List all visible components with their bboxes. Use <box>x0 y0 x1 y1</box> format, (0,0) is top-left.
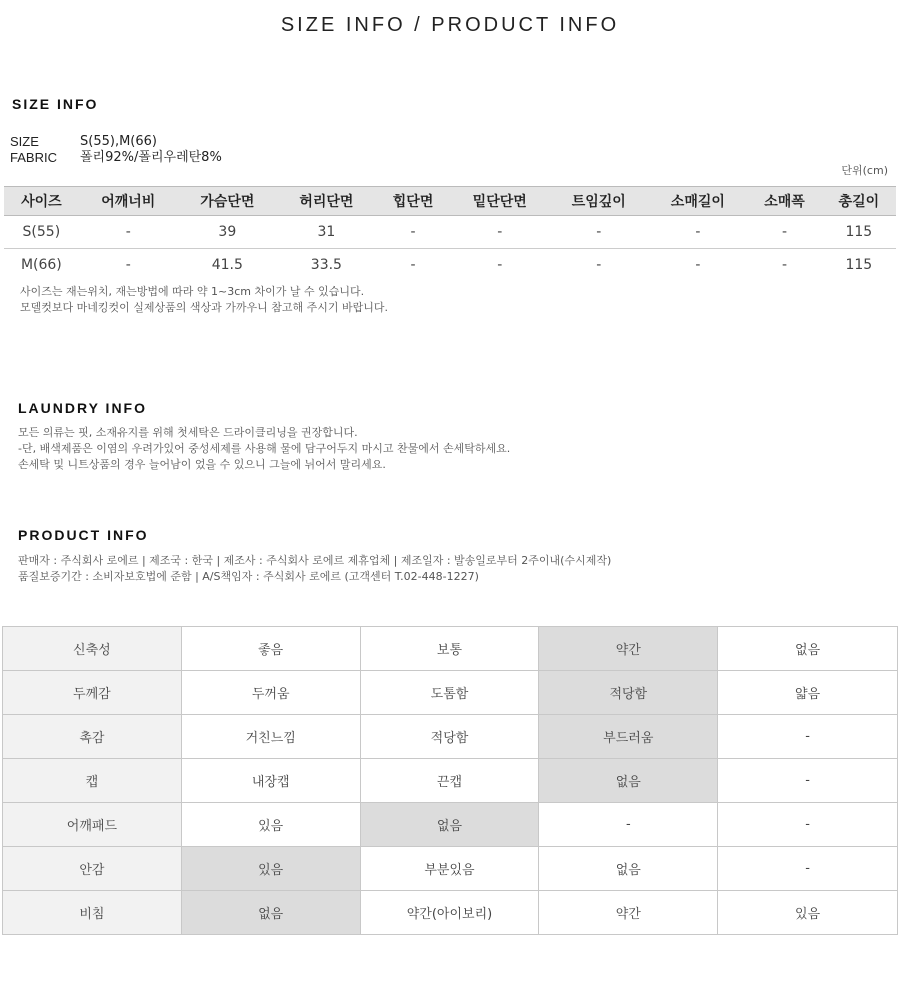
header-cell: 어깨너비 <box>79 187 178 216</box>
size-notes <box>20 284 388 316</box>
property-label: 안감 <box>3 847 182 891</box>
property-option: 없음 <box>718 627 898 671</box>
header-cell: 사이즈 <box>4 187 79 216</box>
property-label: 비침 <box>3 891 182 935</box>
header-cell: 허리단면 <box>277 187 376 216</box>
property-option: 좋음 <box>181 627 360 671</box>
property-row <box>3 715 898 759</box>
property-label: 촉감 <box>3 715 182 759</box>
table-cell: 115 <box>822 216 896 249</box>
fabric-label: FABRIC <box>10 150 57 165</box>
property-option: 끈캡 <box>360 759 539 803</box>
size-table <box>4 186 896 282</box>
laundry-line: 손세탁 및 니트상품의 경우 늘어남이 었을 수 있으니 그늘에 뉘어서 말리세요. <box>18 458 386 471</box>
table-row <box>4 216 896 249</box>
header-cell: 힙단면 <box>376 187 450 216</box>
property-option: 부분있음 <box>360 847 539 891</box>
property-option: 없음 <box>539 847 718 891</box>
property-option: - <box>539 803 718 847</box>
table-cell: - <box>410 257 416 274</box>
note-line: 사이즈는 재는위치, 재는방법에 따라 약 1~3cm 차이가 날 수 있습니다. <box>20 285 365 298</box>
property-option: - <box>718 847 898 891</box>
property-option: 보통 <box>360 627 539 671</box>
property-row <box>3 671 898 715</box>
header-cell: 소매길이 <box>648 187 747 216</box>
page-title: SIZE INFO / PRODUCT INFO <box>280 14 620 36</box>
property-option: 거친느낌 <box>181 715 360 759</box>
property-option: 약간 <box>539 891 718 935</box>
size-table-header <box>4 187 896 216</box>
header-cell: 소매폭 <box>747 187 821 216</box>
property-option: 있음 <box>181 803 360 847</box>
property-option: - <box>718 803 898 847</box>
spec-block <box>10 134 222 166</box>
table-cell: - <box>79 216 178 249</box>
fabric-properties-table <box>2 626 898 935</box>
property-label: 캡 <box>3 759 182 803</box>
property-option: 도톰함 <box>360 671 539 715</box>
size-info-title: SIZE INFO <box>12 96 99 112</box>
property-row <box>3 627 898 671</box>
property-option: 약간(아이보리) <box>360 891 539 935</box>
property-row <box>3 847 898 891</box>
table-cell: - <box>376 216 450 249</box>
property-option: 두꺼움 <box>181 671 360 715</box>
table-cell: 39 <box>178 216 277 249</box>
table-cell: - <box>648 216 747 249</box>
laundry-line: -단, 배색제품은 이염의 우려가있어 중성세제를 사용해 물에 담구어두지 마시고 찬물에서 손세탁하세요. <box>18 442 511 455</box>
table-cell: - <box>450 216 549 249</box>
table-cell: M(66) <box>20 257 62 274</box>
table-row <box>4 249 896 282</box>
property-row <box>3 759 898 803</box>
table-cell: - <box>596 257 602 274</box>
size-label: SIZE <box>10 134 39 149</box>
property-option: 얇음 <box>718 671 898 715</box>
table-cell: - <box>549 216 648 249</box>
property-option-selected: 없음 <box>539 759 718 803</box>
size-value: S(55),M(66) <box>80 134 157 149</box>
product-info-title: PRODUCT INFO <box>18 527 149 543</box>
table-cell: 41.5 <box>211 257 243 274</box>
property-row <box>3 803 898 847</box>
table-cell: - <box>695 257 701 274</box>
header-cell: 가슴단면 <box>178 187 277 216</box>
header-cell: 총길이 <box>822 187 896 216</box>
note-line: 모델컷보다 마네킹컷이 실제상품의 색상과 가까우니 참고해 주시기 바랍니다. <box>20 301 389 314</box>
product-notes <box>18 553 611 585</box>
property-option-selected: 없음 <box>181 891 360 935</box>
property-option-selected: 적당함 <box>539 671 718 715</box>
property-option-selected: 있음 <box>181 847 360 891</box>
property-row <box>3 891 898 935</box>
table-cell: - <box>782 257 788 274</box>
laundry-info-title: LAUNDRY INFO <box>18 400 147 416</box>
header-cell: 트임깊이 <box>549 187 648 216</box>
property-option-selected: 약간 <box>539 627 718 671</box>
fabric-value: 폴리92%/폴리우레탄8% <box>80 150 222 165</box>
table-cell: - <box>497 257 503 274</box>
property-option-selected: 부드러움 <box>539 715 718 759</box>
table-cell: S(55) <box>4 216 79 249</box>
table-cell: 33.5 <box>310 257 342 274</box>
property-option: 내장캡 <box>181 759 360 803</box>
table-cell: 31 <box>277 216 376 249</box>
table-cell: - <box>125 257 131 274</box>
laundry-line: 모든 의류는 핏, 소재유지를 위해 첫세탁은 드라이클리닝을 권장합니다. <box>18 426 358 439</box>
property-option: 있음 <box>718 891 898 935</box>
laundry-notes <box>18 425 510 473</box>
header-cell: 밑단단면 <box>450 187 549 216</box>
product-line: 품질보증기간 : 소비자보호법에 준함 | A/S책임자 : 주식회사 로에르 (고객센터 T.02-448-1227) <box>18 570 479 583</box>
property-option: - <box>718 759 898 803</box>
property-option-selected: 없음 <box>360 803 539 847</box>
table-cell: 115 <box>845 257 873 274</box>
property-label: 어깨패드 <box>3 803 182 847</box>
product-line: 판매자 : 주식회사 로에르 | 제조국 : 한국 | 제조사 : 주식회사 로에르 제휴업체 | 제조일자 : 발송일로부터 2주이내(수시제작) <box>18 554 612 567</box>
property-label: 두께감 <box>3 671 182 715</box>
property-option: - <box>718 715 898 759</box>
property-label: 신축성 <box>3 627 182 671</box>
unit-label: 단위(cm) <box>841 164 888 177</box>
property-option: 적당함 <box>360 715 539 759</box>
table-cell: - <box>747 216 821 249</box>
